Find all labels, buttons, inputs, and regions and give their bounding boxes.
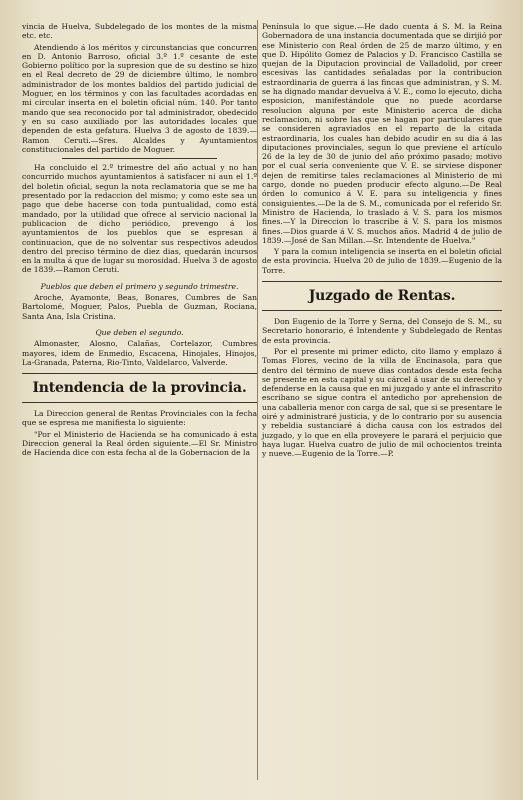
section-rule xyxy=(62,158,217,159)
section-rule-long-2 xyxy=(22,402,257,403)
right-column xyxy=(262,22,502,460)
left-paragraph-intro: vincia de Huelva, Subdelegado de los montes de la misma etc. etc. xyxy=(22,22,257,41)
intendencia-paragraph-2: "Por el Ministerio de Hacienda se ha comunicado á esta Direccion general la Real órden siguiente.—El Sr. Ministro de Hacienda dice con esta fecha al de la Gobernacion de la xyxy=(22,429,257,458)
juzgado-intro-paragraph: Don Eugenio de la Torre y Serna, del Consejo de S. M., su Secretario honorario, é Intendente y Subdelegado de Rentas de esta provincia. xyxy=(262,317,502,345)
trimestre-notice-paragraph: Ha concluido el 2.º trimestre del año actual y no han concurrido muchos ayuntamientos á satisfacer ni aun el 1.º del boletin oficial, segun la nota reclamatoria que se me ha presentado por la redaccion del mismo; y como este sea un pago que debe hacerse con toda puntualidad, como está mandado, por la utilidad que ofrece al servicio nacional la publicacion de dicho periódico, prevengo á los ayuntamientos de los pueblos que se espresan á continuacion, que de no solventar sus respectivos adeudos dentro del preciso término de diez dias, quedarán incursos en la multa á que de lugar su morosidad. Huelva 3 de agosto de 1839.—Ramon Ceruti. xyxy=(22,163,257,275)
intendencia-heading: Intendencia de la provincia. xyxy=(32,380,247,397)
inteligencia-paragraph: Y para la comun inteligencia se inserta en el boletin oficial de esta provincia. Huelva 20 de julio de 1839.—Eugenio de la Torre. xyxy=(262,247,502,275)
towns-second-list: Almonaster, Alosno, Calañas, Cortelazor, Cumbres mayores, idem de Enmedio, Escacena, Hinojales, Hinojos, La-Granada, Paterna, Rio-Tinto, Valdelarco, Valverde. xyxy=(22,339,257,367)
towns-second-heading: Que deben el segundo. xyxy=(95,327,184,337)
column-divider xyxy=(257,20,258,780)
appointment-paragraph: Atendiendo á los méritos y circunstancias que concurren en D. Antonio Barroso, oficial 3.º 1.º cesante de este Gobierno político por la supresion que de su destino se hizo en el Real decreto de 29 de diciembre último, le nombro administrador de los montes baldios del partido judicial de Moguer, en los términos y con las facultades acordadas en mi circular inserta en el boletin oficial núm. 140. Por tanto mando que sea reconocido por tal administrador, obedecido y en su caso auxiliado por las autoridades locales que dependen de esta gefatura. Huelva 3 de agosto de 1839.—Ramon Ceruti.—Sres. Alcaldes y Ayuntamientos constitucionales del partido de Moguer. xyxy=(22,42,257,154)
towns-first-second-heading: Pueblos que deben el primero y segundo trimestre. xyxy=(40,281,239,291)
right-section-rule-2 xyxy=(262,310,502,311)
right-section-rule xyxy=(262,281,502,282)
section-rule-long xyxy=(22,373,257,374)
left-column xyxy=(22,22,257,460)
edicto-paragraph: Por el presente mi primer edicto, cito llamo y emplazo á Tomas Flores, vecino de la villa de Encinasola, para que dentro del término de nueve dias contados desde esta fecha se presente en esta capital y su cárcel á usar de su derecho y defenderse en la causa que en mi juzgado y ante el infrascrito escribano se sigue contra el antedicho por aprehension de una caballeria menor con carga de sal, que si se presentare le oiré y administraré justicia, y de lo contrario por su ausencia y rebeldia sustanciaré á dicha causa con los estrados del juzgado, y lo que en ella proveyere le parará el perjuicio que haya lugar. Huelva cuatro de julio de mil ochocientos treinta y nueve.—Eugenio de la Torre.—P. xyxy=(262,346,502,459)
real-orden-paragraph: Península lo que sigue.—He dado cuenta á S. M. la Reina Gobernadora de una instancia documentada que se dirijió por ese Ministerio con Real órden de 25 de marzo último, y en que D. Hipólito Gomez de Palacios y D. Francisco Castilla se quejan de la Diputacion provincial de Valladolid, por creer escesivas las cantidades señaladas por la contribucion estraordinaria de guerra á las fincas que administran, y S. M. se ha dignado mandar devuelva á V. E., como lo ejecuto, dicha esposicion, manifestándole que no puede acordarse resolucion alguna por este Ministerio acerca de dicha reclamacion, ni sobre las que se hagan por particulares que se consideren agraviados en el reparto de la citada estraordinaria, los cuales han debido acudir en su dia á las diputaciones provinciales, segun lo que previene el artículo 26 de la ley de 30 de junio del año próximo pasado; motivo por el cual seria conveniente que V. E. se sirviese disponer dejen de remitirse tales reclamaciones al Ministerio de mi cargo, donde no pueden producir efecto alguno.—De Real órden lo comunico á V. E. para su inteligencia y fines consiguientes.—De la de S. M., comunicada por el referido Sr. Ministro de Hacienda, lo traslado á V. S. para los mismos fines.—Y la Direccion lo trascribe á V. S. para los mismos fines.—Dios guarde á V. S. muchos años. Madrid 4 de julio de 1839.—José de San Millan.—Sr. Intendente de Huelva." xyxy=(262,22,502,245)
intendencia-paragraph-1: La Direccion general de Rentas Provinciales con la fecha que se espresa me manifiesta lo siguiente: xyxy=(22,409,257,428)
juzgado-heading: Juzgado de Rentas. xyxy=(308,288,456,305)
towns-first-second-list: Aroche, Ayamonte, Beas, Bonares, Cumbres de San Bartolomé, Moguer, Palos, Puebla de Guzman, Rociana, Santa Ana, Isla Cristina. xyxy=(22,293,257,321)
